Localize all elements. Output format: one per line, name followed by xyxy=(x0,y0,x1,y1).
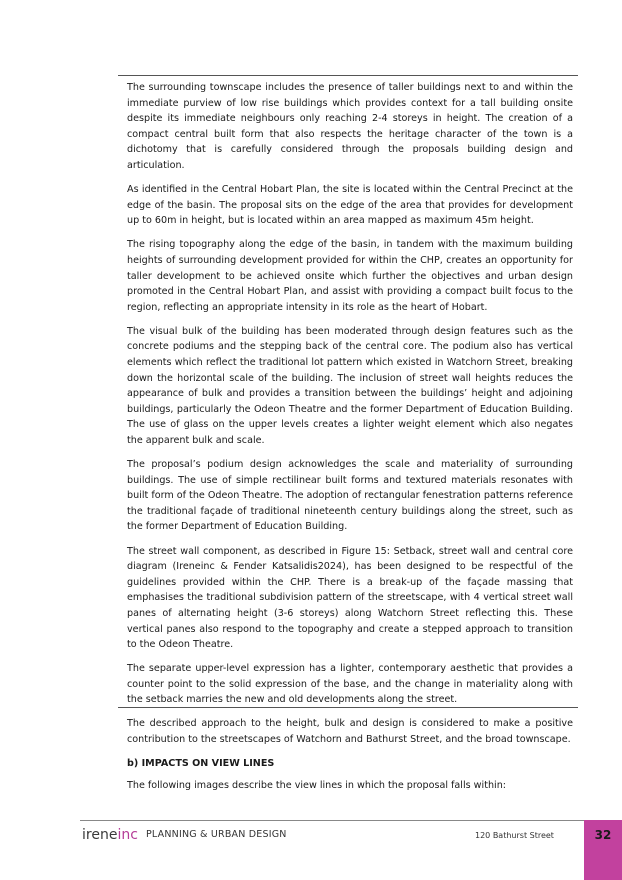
footer-logo xyxy=(82,826,138,844)
paragraph-street-wall: The street wall component, as described in Figure 15: Setback, street wall and central core diagram (Ireneinc & Fender Katsalidis2024), has been designed to be respectful of the guidelines provided within the CHP. There is a break-up of the façade massing that emphasises the traditional subdivision pattern of the streetscape, with 4 vertical street wall panes of alternating height (3-6 storeys) along Watchorn Street reflecting this. These vertical panes also respond to the topography and create a stepped approach to transition to the Odeon Theatre. xyxy=(127,545,573,651)
paragraph-visual-bulk: The visual bulk of the building has been moderated through design features such as the concrete podiums and the stepping back of the central core. The podium also has vertical elements which reflect the traditional lot pattern which existed in Watchorn Street, breaking down the horizontal scale of the building. The inclusion of street wall heights reduces the appearance of bulk and provides a transition between the buildings’ height and adjoining buildings, particularly the Odeon Theatre and the former Department of Education Building. The use of glass on the upper levels creates a lighter weight element which also negates the apparent bulk and scale. xyxy=(127,325,573,446)
logo-text-inc: inc xyxy=(117,827,138,843)
footer-address: 120 Bathurst Street xyxy=(475,831,554,840)
page-number: 32 xyxy=(594,828,612,842)
document-body xyxy=(127,80,573,793)
page-number-box xyxy=(584,820,622,880)
logo-text-irene: irene xyxy=(82,827,118,843)
paragraph-topography: The rising topography along the edge of the basin, in tandem with the maximum building heights of surrounding development provided for within the CHP, creates an opportunity for taller development to be achieved onsite which further the objectives and urban design promoted in the Central Hobart Plan, and assist with providing a compact built focus to the region, reflecting an appropriate intensity in its role as the heart of Hobart. xyxy=(127,239,573,313)
paragraph-central-hobart-plan: As identified in the Central Hobart Plan, the site is located within the Central Precinct at the edge of the basin. The proposal sits on the edge of the area that provides for development up to 60m in height, but is located within an area mapped as maximum 45m height. xyxy=(127,184,573,227)
paragraph-approach: The described approach to the height, bulk and design is considered to make a positive contribution to the streetscapes of Watchorn and Bathurst Street, and the broad townscape. xyxy=(127,718,573,746)
paragraph-view-lines-intro: The following images describe the view lines in which the proposal falls within: xyxy=(127,779,507,791)
bottom-rule xyxy=(118,707,578,708)
footer-rule xyxy=(80,820,584,821)
section-heading: b) IMPACTS ON VIEW LINES xyxy=(127,758,275,770)
paragraph-townscape: The surrounding townscape includes the presence of taller buildings next to and within the immediate purview of low rise buildings which provides context for a tall building onsite despite its immediate neighbours only reaching 2-4 storeys in height. The creation of a compact central built form that also respects the heritage character of the town is a dichotomy that is carefully considered through the proposals building design and articulation. xyxy=(127,82,573,171)
footer-tagline: PLANNING & URBAN DESIGN xyxy=(146,829,287,840)
paragraph-podium-design: The proposal’s podium design acknowledges the scale and materiality of surrounding buildings. The use of simple rectilinear built forms and textured materials resonates with built form of the Odeon Theatre. The adoption of rectangular fenestration patterns reference the traditional façade of traditional nineteenth century buildings along the street, such as the former Department of Education Building. xyxy=(127,459,573,533)
paragraph-upper-level: The separate upper-level expression has a lighter, contemporary aesthetic that provides a counter point to the solid expression of the base, and the change in materiality along with the setback marries the new and old developments along the street. xyxy=(127,663,573,706)
top-rule xyxy=(118,75,578,76)
